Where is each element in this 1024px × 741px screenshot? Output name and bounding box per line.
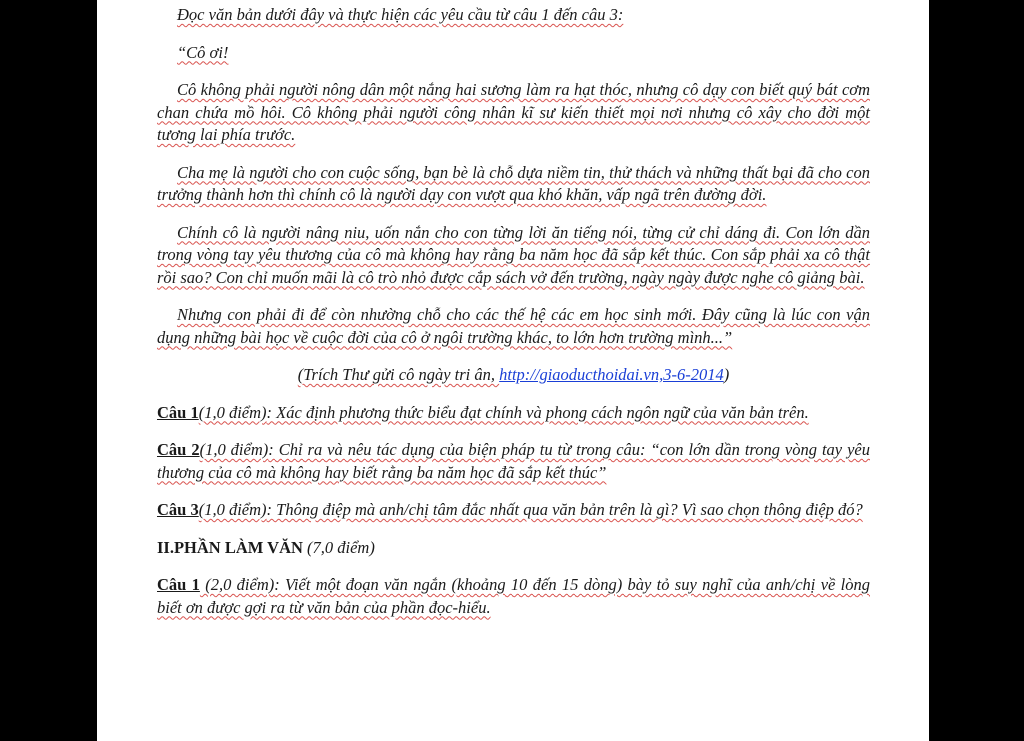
question-3 — [157, 499, 870, 522]
question-2-text: : Chỉ ra và nêu tác dụng của biện pháp tu từ trong câu: “con lớn dần trong vòng tay yêu thương của cô mà không hay biết rằng ba năm học đã sắp kết thúc” — [157, 440, 870, 482]
question-2-label: Câu 2 — [157, 440, 200, 459]
citation-prefix: (Trích Thư gửi cô ngày tri ân, — [297, 365, 500, 384]
question-1 — [157, 402, 870, 425]
passage-paragraph-3: Chính cô là người nâng niu, uốn nắn cho con từng lời ăn tiếng nói, từng cử chỉ dáng đi. Con lớn dần trong vòng tay yêu thương của cô mà không hay rằng ba năm học đã sắp kết thúc. Con sắp phải xa cô thật rồi sao? Con chỉ muốn mãi là cô trò nhỏ được cắp sách vở đến trường, ngày ngày được nghe cô giảng bài. — [157, 222, 870, 287]
passage-citation — [157, 364, 870, 387]
writing-question-1 — [157, 574, 870, 619]
question-1-points: (1,0 điểm) — [198, 402, 267, 422]
question-3-label: Câu 3 — [157, 500, 199, 519]
document-page — [97, 0, 929, 741]
document-content — [157, 4, 870, 634]
section-heading-title: II.PHẦN LÀM VĂN — [157, 537, 303, 557]
passage-paragraph-4: Nhưng con phải đi để còn nhường chỗ cho các thế hệ các em học sinh mới. Đây cũng là lúc con vận dụng những bài học về cuộc đời của cô ở ngôi trường khác, to lớn hơn trường mình...” — [157, 305, 870, 347]
section-heading-points: (7,0 điểm) — [302, 537, 375, 557]
citation-link[interactable]: http://giaoducthoidai.vn,3-6-2014 — [499, 365, 724, 384]
passage-greeting: “Cô ơi! — [177, 42, 229, 62]
writing-question-1-label: Câu 1 — [157, 575, 200, 594]
citation-suffix: ) — [723, 365, 730, 384]
question-3-points: (1,0 điểm) — [198, 500, 267, 519]
passage-paragraph-1: Cô không phải người nông dân một nắng hai sương làm ra hạt thóc, nhưng cô dạy con biết quý bát cơm chan chứa mồ hôi. Cô không phải người công nhân kĩ sư kiến thiết mọi nơi nhưng cô xây cho đời một tương lai phía trước. — [157, 80, 870, 144]
question-1-text: : Xác định phương thức biểu đạt chính và phong cách ngôn ngữ của văn bản trên. — [266, 402, 809, 422]
writing-question-1-text: : Viết một đoạn văn ngắn (khoảng 10 đến 15 dòng) bày tỏ suy nghĩ của anh/chị về lòng biết ơn được gợi ra từ văn bản của phần đọc-hiểu. — [157, 575, 870, 617]
passage-paragraph-2: Cha mẹ là người cho con cuộc sống, bạn bè là chỗ dựa niềm tin, thử thách và những thất bại đã cho con trưởng thành hơn thì chính cô là người dạy con vượt qua khó khăn, vấp ngã trên đường đời. — [157, 162, 870, 204]
question-1-label: Câu 1 — [157, 402, 199, 422]
question-2 — [157, 439, 870, 484]
question-3-text: : Thông điệp mà anh/chị tâm đắc nhất qua văn bản trên là gì? Vì sao chọn thông điệp đó? — [266, 500, 863, 519]
question-2-points: (1,0 điểm) — [199, 440, 269, 459]
writing-question-1-points: (2,0 điểm) — [199, 575, 275, 594]
instruction-text: Đọc văn bản dưới đây và thực hiện các yêu cầu từ câu 1 đến câu 3: — [177, 5, 624, 24]
section-heading — [157, 537, 870, 560]
